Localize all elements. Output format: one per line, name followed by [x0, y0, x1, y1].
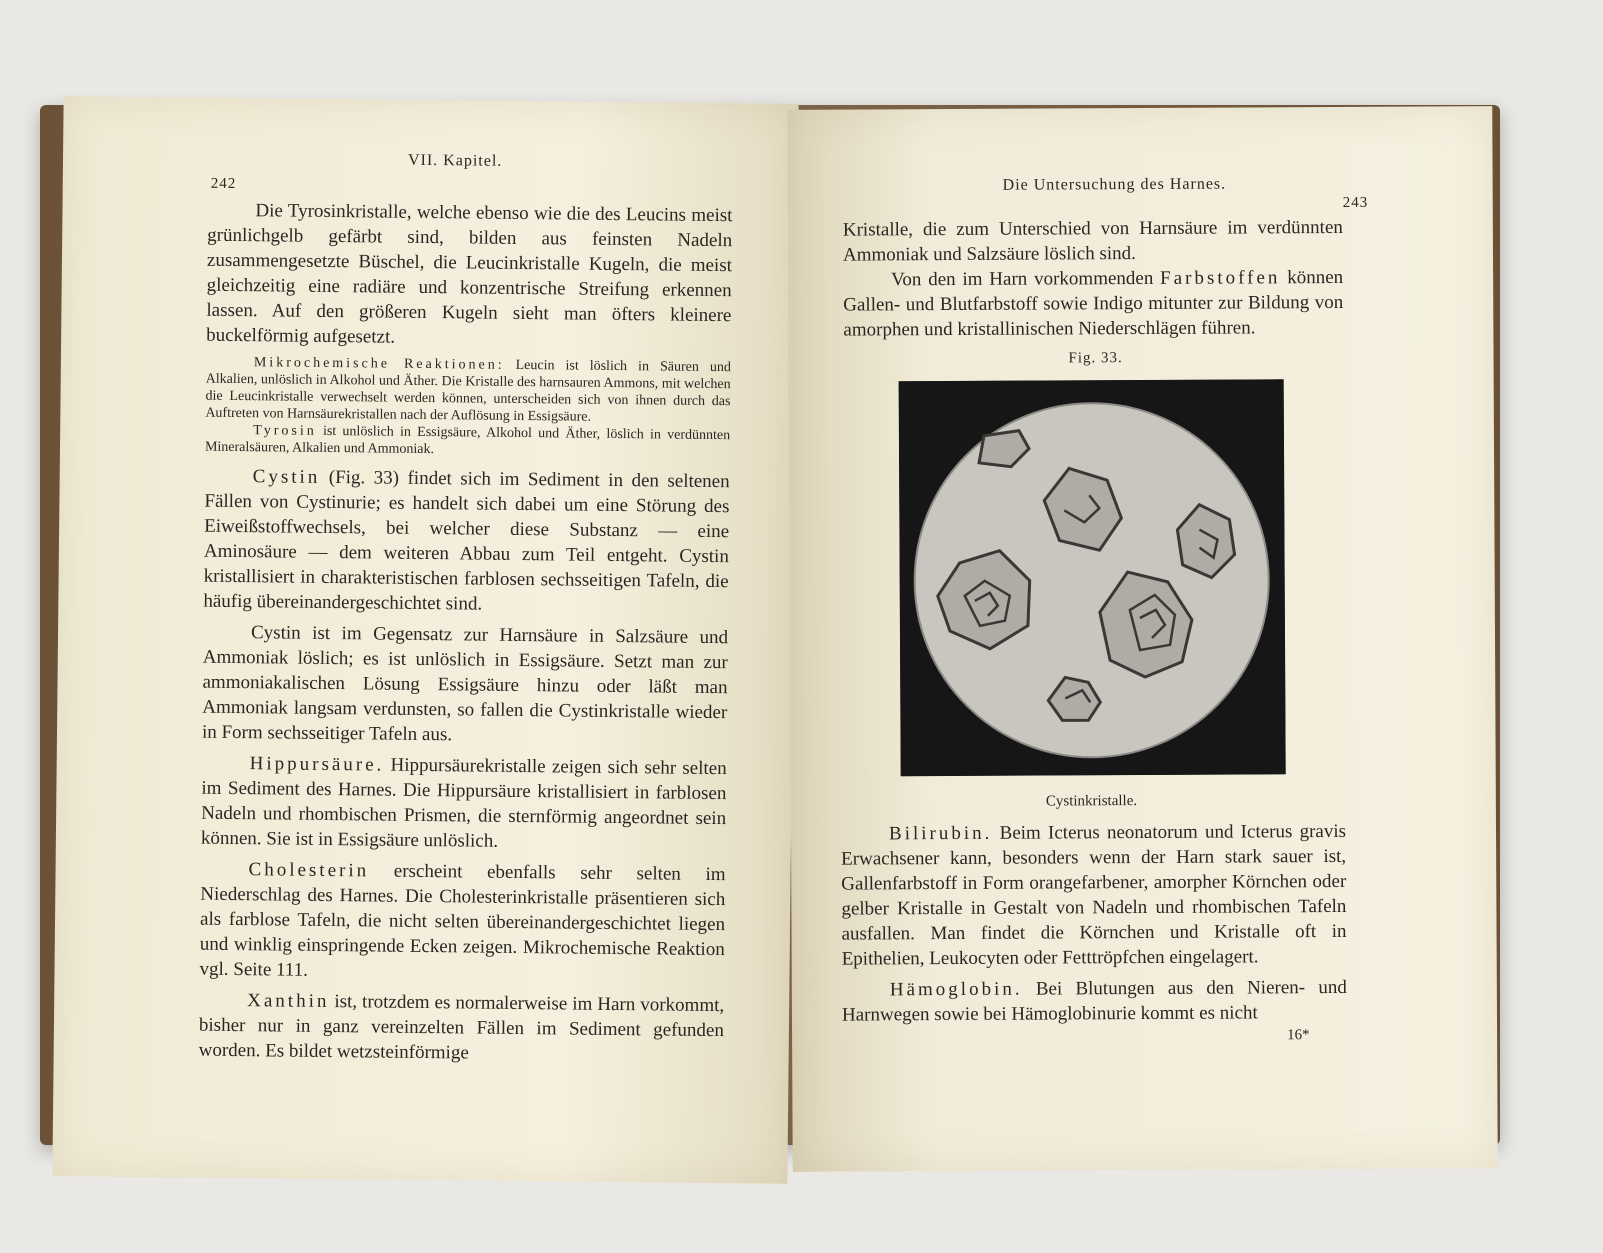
figure-label: Fig. 33.: [1068, 350, 1123, 367]
right-text-bottom: [841, 819, 1347, 1034]
paragraph-text: können Gallen- und Blutfarbstoff sowie Indigo mitunter zur Bildung von amorphen und kristallinischen Niederschlägen führen.: [843, 266, 1344, 341]
paragraph-text: Die Tyrosinkristalle, welche ebenso wie die des Leucins meist grünlichgelb gefärbt sind, bilden aus feinsten Nadeln zusammengesetzte Büschel, die Leucinkristalle Kugeln, die meist gleichzeitig eine radiäre und konzentrische Streifung erkennen lassen. Auf den größeren Kugeln sieht man öfters kleinere buckelförmig aufgesetzt.: [206, 200, 733, 348]
small-paragraph: [205, 354, 731, 427]
paragraph-text: Kristalle, die zum Unterschied von Harnsäure im verdünnten Ammoniak und Salzsäure löslich sind.: [842, 216, 1343, 266]
spaced-term: Tyrosin: [253, 423, 317, 439]
spaced-term: Cholesterin: [248, 859, 370, 882]
paragraph: [841, 819, 1347, 972]
spaced-term: Cystin: [252, 466, 321, 488]
paragraph-text: Cystin ist im Gegensatz zur Harnsäure in Salzsäure und Ammoniak löslich; es ist unlöslich in Essigsäure. Setzt man zur ammoniakalischen Lösung Essigsäure hinzu oder läßt man Ammoniak langsam verdunsten, so fallen die Cystinkristalle wieder in Form sechsseitiger Tafeln aus.: [201, 622, 729, 746]
paragraph: [199, 857, 725, 987]
spaced-term: Farbstoffen: [1160, 267, 1281, 289]
small-paragraph: [205, 422, 730, 461]
paragraph-text: Von den im Harn vorkommenden: [891, 267, 1161, 291]
paragraph: [843, 265, 1343, 343]
paragraph: [203, 464, 730, 619]
paragraph: [206, 198, 733, 353]
paragraph-text: ist unlöslich in Essigsäure, Alkohol und Äther, löslich in verdünnten Mineralsäuren, Alkalien und Ammoniak.: [204, 423, 731, 458]
spaced-term: Mikrochemische Reaktionen:: [253, 355, 505, 373]
paragraph-text: Leucin ist löslich in Säuren und Alkalien, unlöslich in Alkohol und Äther. Die Kristalle des harnsauren Ammons, mit welchen die Leucinkristalle verwechselt werden können, unterscheiden sich von ihnen durch das Auftreten von Harnsäurekristallen nach der Auflösung in Essigsäure.: [205, 357, 731, 425]
paragraph: [201, 751, 727, 856]
cystine-crystal-figure: [899, 379, 1286, 776]
paragraph-text: Hippursäurekristalle zeigen sich sehr selten im Sediment des Harnes. Die Hippursäure kristallisiert in farblosen Nadeln und rhombischen Prismen, die sternförmig angeordnet sein können. Sie ist in Essigsäure unlöslich.: [200, 754, 727, 852]
spaced-term: Xanthin: [247, 990, 330, 1013]
spaced-term: Hämoglobin.: [889, 978, 1023, 1001]
paragraph-text: (Fig. 33) findet sich im Sediment in den seltenen Fällen von Cystinurie; es handelt sich dabei um eine Störung des Eiweißstoffwechsels, bei welcher diese Substanz — eine Aminosäure — dem weiteren Abbau zum Teil entgeht. Cystin kristallisiert in charakteristischen farblosen sechsseitigen Tafeln, die häufig übereinandergeschichtet sind.: [203, 466, 730, 615]
paragraph: [202, 620, 728, 750]
paragraph-text: Bei Blutungen aus den Nieren- und Harnwegen sowie bei Hämoglobinurie kommt es nicht: [841, 976, 1347, 1026]
spaced-term: Hippursäure.: [249, 753, 385, 776]
right-page: [787, 106, 1498, 1172]
signature-mark: 16*: [1287, 1027, 1310, 1044]
left-text-column: [198, 198, 732, 1074]
paragraph-text: erscheint ebenfalls sehr selten im Niederschlag des Harnes. Die Cholesterinkristalle präsentieren sich als farblose Tafeln, die nicht selten übereinandergeschichtet liegen und winklig einspringende Ecken zeigen. Mikrochemische Reaktion vgl. Seite 111.: [199, 860, 726, 981]
right-text-top: [843, 215, 1344, 349]
paragraph: [199, 988, 725, 1068]
running-head: Die Untersuchung des Harnes.: [1002, 175, 1227, 194]
page-number: 242: [210, 175, 237, 192]
running-head: VII. Kapitel.: [407, 151, 503, 170]
paragraph: [843, 215, 1343, 268]
paragraph-text: Beim Icterus neonatorum und Icterus gravis Erwachsener kann, besonders wenn der Harn stark sauer ist, Gallenfarbstoff in Form orangefarbener, amorpher Körnchen oder gelber Kristalle in Gestalt von Nadeln und rhombischen Tafeln ausfallen. Man findet die Körnchen und Kristalle oft in Epithelien, Leukocyten oder Fetttröpfchen eingelagert.: [841, 820, 1347, 970]
figure-caption: Cystinkristalle.: [1045, 793, 1138, 810]
spaced-term: Bilirubin.: [888, 822, 993, 845]
paragraph: [842, 975, 1347, 1028]
paragraph-text: ist, trotzdem es normalerweise im Harn vorkommt, bisher nur in ganz vereinzelten Fällen im Sediment gefunden worden. Es bildet wetzsteinförmige: [198, 991, 725, 1064]
microscope-field-image: [899, 379, 1286, 776]
left-page: [52, 96, 798, 1184]
page-number: 243: [1342, 194, 1369, 211]
